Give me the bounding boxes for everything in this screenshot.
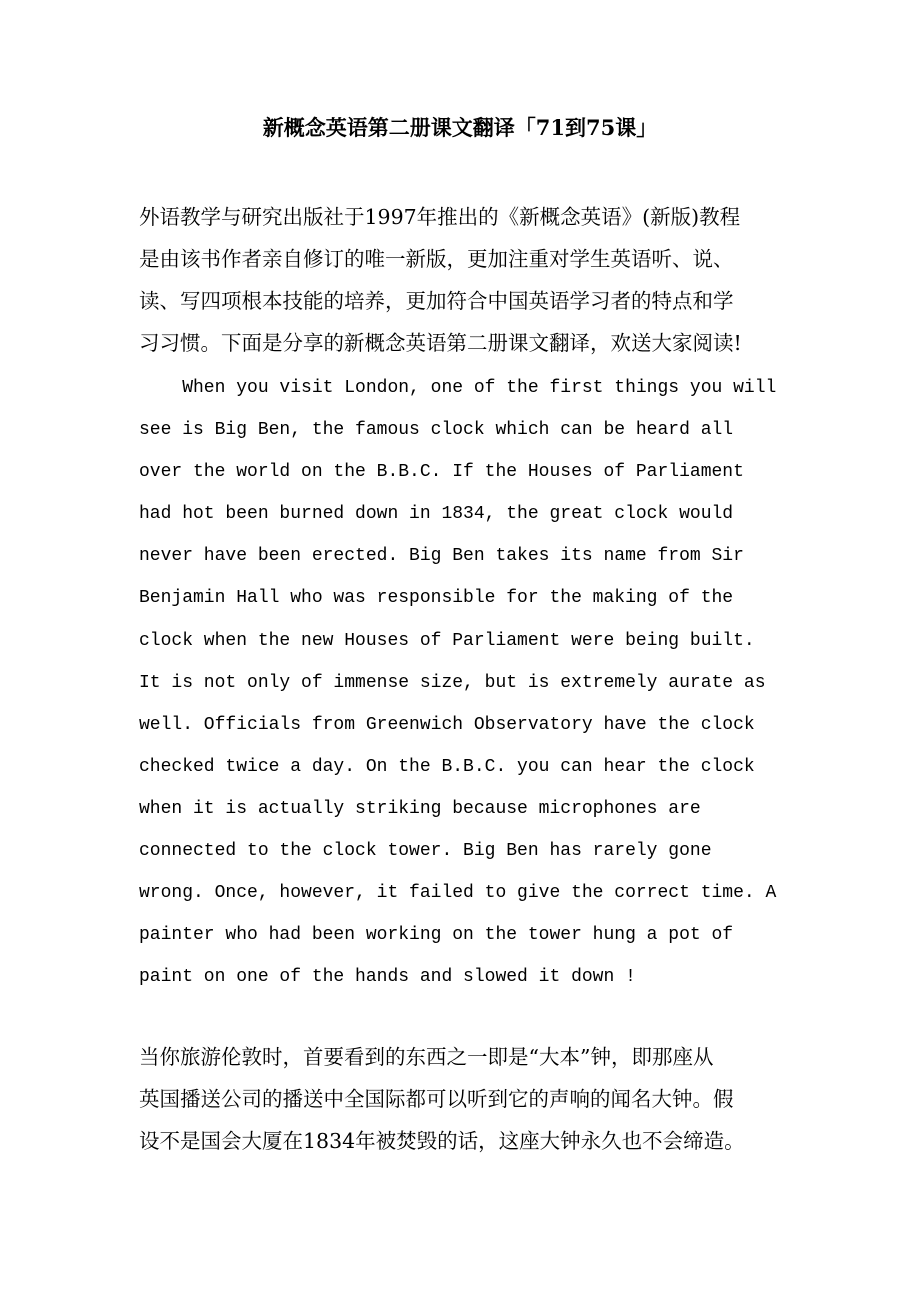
english-line: never have been erected. Big Ben takes its name from Sir — [139, 546, 744, 567]
english-line: checked twice a day. On the B.B.C. you can hear the clock — [139, 756, 755, 777]
english-line: paint on one of the hands and slowed it down ! — [139, 967, 636, 988]
english-line: wrong. Once, however, it failed to give the correct time. A — [139, 883, 777, 904]
english-line: see is Big Ben, the famous clock which can be heard all — [139, 420, 734, 441]
english-line: painter who had been working on the tower hung a pot of — [139, 925, 734, 946]
translation-line: 当你旅游伦敦时，首要看到的东西之一即是“大本”钟，即那座从 — [139, 1045, 714, 1069]
document-title: 新概念英语第二册课文翻译「71到75课」 — [262, 115, 658, 140]
english-text-paragraph — [139, 367, 789, 998]
translation-paragraph — [139, 1036, 781, 1162]
english-line: When you visit London, one of the first things you will — [139, 378, 777, 398]
english-line: Benjamin Hall who was responsible for the making of the — [139, 588, 734, 609]
english-line: over the world on the B.B.C. If the Houses of Parliament — [139, 462, 744, 483]
english-line: when it is actually striking because microphones are — [139, 798, 701, 819]
translation-line: 英国播送公司的播送中全国际都可以听到它的声响的闻名大钟。假 — [139, 1087, 734, 1111]
intro-line: 读、写四项根本技能的培养，更加符合中国英语学习者的特点和学 — [139, 289, 734, 313]
intro-line: 习习惯。下面是分享的新概念英语第二册课文翻译，欢送大家阅读! — [139, 331, 742, 355]
intro-line: 是由该书作者亲自修订的唯一新版，更加注重对学生英语听、说、 — [139, 247, 734, 271]
intro-line: 外语教学与研究出版社于1997年推出的《新概念英语》(新版)教程 — [139, 205, 741, 229]
english-line: well. Officials from Greenwich Observatory have the clock — [139, 714, 755, 735]
translation-line: 设不是国会大厦在1834年被焚毁的话，这座大钟永久也不会缔造。 — [139, 1129, 745, 1153]
english-line: clock when the new Houses of Parliament were being built. — [139, 630, 755, 651]
intro-paragraph — [139, 196, 781, 364]
english-line: connected to the clock tower. Big Ben has rarely gone — [139, 841, 712, 862]
english-line: had hot been burned down in 1834, the great clock would — [139, 504, 734, 525]
english-line: It is not only of immense size, but is extremely aurate as — [139, 672, 766, 693]
